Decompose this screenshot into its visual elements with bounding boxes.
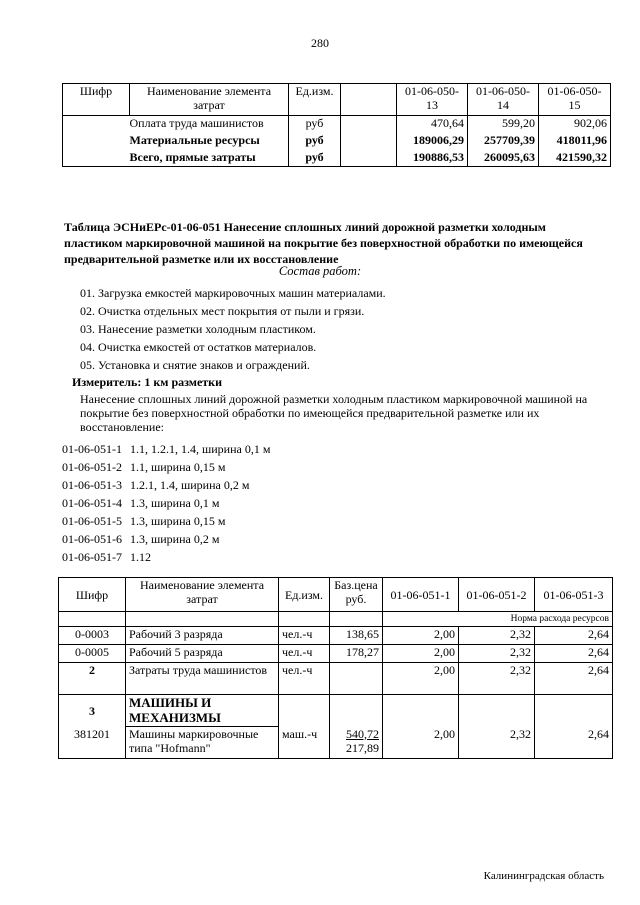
header-col15: 01-06-050-15	[539, 84, 611, 116]
list-item: 01-06-051-7 1.12	[62, 550, 151, 564]
bottom-table-header	[59, 578, 613, 612]
header-code: Шифр	[59, 578, 126, 612]
works-heading: Состав работ:	[278, 264, 362, 278]
header-c1: 01-06-051-1	[383, 578, 459, 612]
header-code: Шифр	[63, 84, 130, 116]
table-row: Материальные ресурсы руб 189006,29 257709,39 418011,96	[63, 133, 611, 150]
meter-label: Измеритель: 1 км разметки	[72, 375, 223, 389]
list-item: 01. Загрузка емкостей маркировочных машин материалами.	[80, 286, 386, 300]
code-list	[62, 440, 602, 566]
list-item: 04. Очистка емкостей от остатков материалов.	[80, 340, 317, 354]
table-row: 381201 Машины маркировочные типа "Hofmann" маш.-ч 540,72 217,89 2,00 2,32 2,64	[59, 727, 613, 759]
top-table-header	[63, 84, 611, 116]
table-row: 0-0005 Рабочий 5 разряда чел.-ч 178,27 2,00 2,32 2,64	[59, 645, 613, 663]
header-empty	[341, 84, 397, 116]
list-item: 01-06-051-2 1.1, ширина 0,15 м	[62, 460, 226, 474]
header-unit: Ед.изм.	[289, 84, 341, 116]
norm-row	[59, 612, 613, 627]
footer-region: Калининградская область	[483, 870, 604, 882]
norm-label: Норма расхода ресурсов	[383, 612, 613, 627]
page-number: 280	[311, 36, 329, 50]
price-primary: 540,72	[346, 726, 379, 741]
header-unit: Ед.изм.	[279, 578, 330, 612]
table-row: Оплата труда машинистов руб 470,64 599,20 902,06	[63, 116, 611, 133]
table-row: 2 Затраты труда машинистов чел.-ч 2,00 2,32 2,64	[59, 663, 613, 695]
list-item: 01-06-051-3 1.2.1, 1.4, ширина 0,2 м	[62, 478, 250, 492]
list-item: 01-06-051-4 1.3, ширина 0,1 м	[62, 496, 220, 510]
table-row: Всего, прямые затраты руб 190886,53 260095,63 421590,32	[63, 150, 611, 167]
header-name: Наименование элемента затрат	[126, 578, 279, 612]
table-row: 0-0003 Рабочий 3 разряда чел.-ч 138,65 2,00 2,32 2,64	[59, 627, 613, 645]
works-list	[80, 284, 600, 374]
list-item: 01-06-051-5 1.3, ширина 0,15 м	[62, 514, 226, 528]
header-col14: 01-06-050-14	[468, 84, 539, 116]
meter-description: Нанесение сплошных линий дорожной разметки холодным пластиком маркировочной машиной на покрытие без поверхностной обработки по имеющейся предварительной разметке или их восстановление:	[80, 392, 588, 434]
header-c3: 01-06-051-3	[535, 578, 613, 612]
header-c2: 01-06-051-2	[459, 578, 535, 612]
list-item: 02. Очистка отдельных мест покрытия от пыли и грязи.	[80, 304, 365, 318]
list-item: 01-06-051-1 1.1, 1.2.1, 1.4, ширина 0,1 м	[62, 442, 271, 456]
list-item: 05. Установка и снятие знаков и ограждений.	[80, 358, 310, 372]
resource-norm-table	[58, 577, 613, 759]
price-secondary: 217,89	[346, 740, 379, 755]
top-cost-table	[62, 83, 611, 167]
list-item: 03. Нанесение разметки холодным пластиком.	[80, 322, 316, 336]
section-title: Таблица ЭСНиЕРс-01-06-051 Нанесение сплошных линий дорожной разметки холодным пластиком маркировочной машиной на покрытие без поверхностной обработки по имеющейся предварительной разметке или их восстановление	[64, 220, 583, 266]
list-item: 01-06-051-6 1.3, ширина 0,2 м	[62, 532, 220, 546]
table-row: 3 МАШИНЫ И МЕХАНИЗМЫ	[59, 695, 613, 727]
header-name: Наименование элемента затрат	[130, 84, 289, 116]
header-col13: 01-06-050-13	[397, 84, 468, 116]
header-price: Баз.цена руб.	[330, 578, 383, 612]
